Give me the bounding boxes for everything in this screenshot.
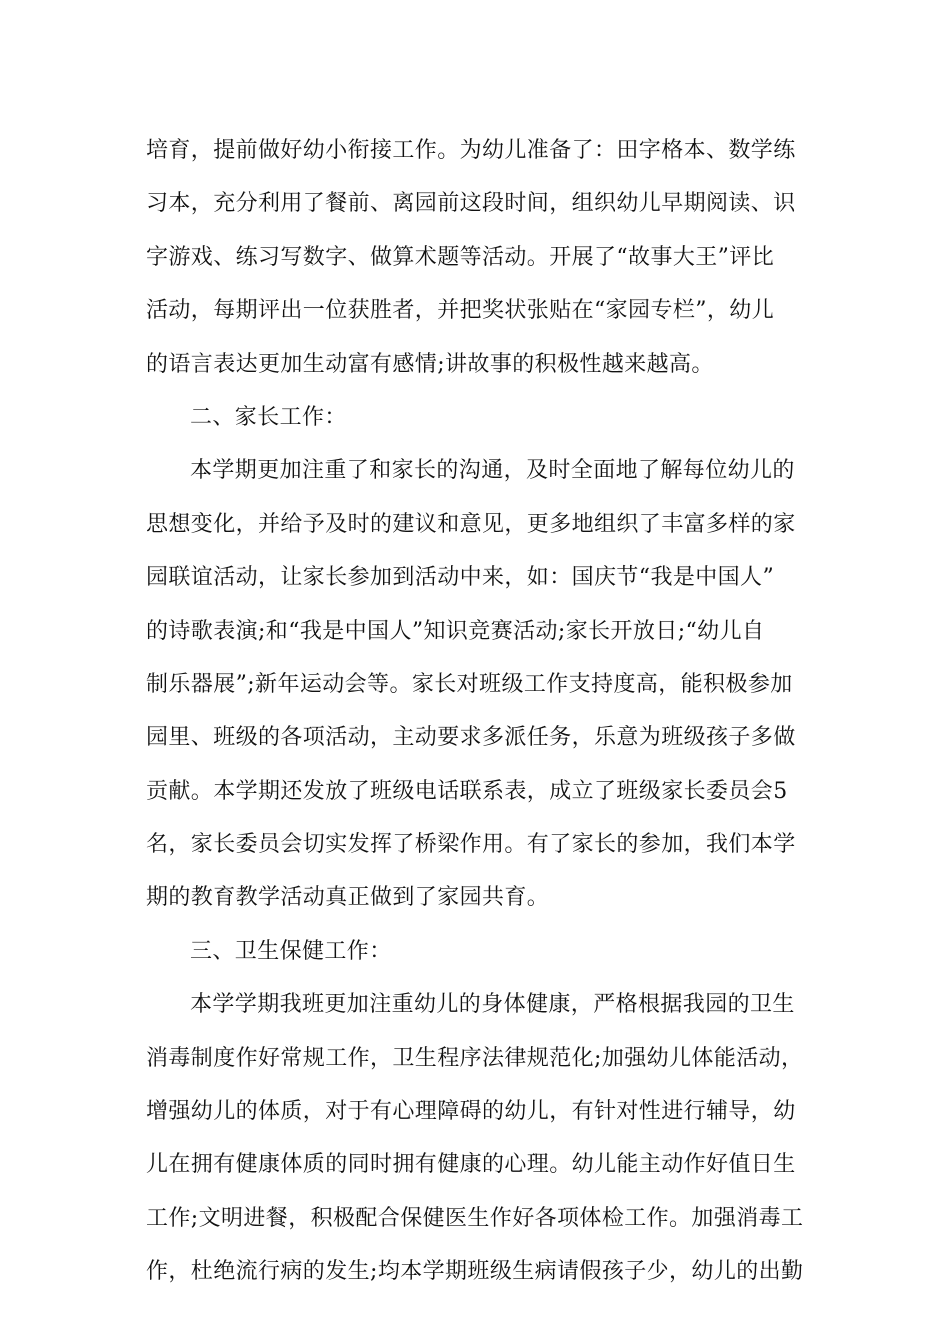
text-line: 园里、班级的各项活动，主动要求多派任务，乐意为班级孩子多做	[146, 725, 796, 751]
text-line: 的语言表达更加生动富有感情;讲故事的积极性越来越高。	[146, 351, 714, 377]
text-line: 增强幼儿的体质，对于有心理障碍的幼儿，有针对性进行辅导，幼	[146, 1099, 796, 1125]
text-line: 制乐器展”;新年运动会等。家长对班级工作支持度高，能积极参加	[146, 671, 793, 697]
text-line: 字游戏、练习写数字、做算术题等活动。开展了“故事大王”评比	[146, 244, 775, 270]
text-line: 贡献。本学期还发放了班级电话联系表，成立了班级家长委员会5	[146, 778, 788, 804]
text-line: 园联谊活动，让家长参加到活动中来，如：国庆节“我是中国人”	[146, 565, 775, 591]
text-line: 工作;文明进餐，积极配合保健医生作好各项体检工作。加强消毒工	[146, 1205, 804, 1231]
continuation-paragraph	[146, 131, 806, 398]
text-line: 的诗歌表演;和“我是中国人”知识竞赛活动;家长开放日;“幼儿自	[146, 618, 765, 644]
text-line: 期的教育教学活动真正做到了家园共育。	[146, 885, 550, 911]
text-line: 培育，提前做好幼小衔接工作。为幼儿准备了：田字格本、数学练	[146, 138, 796, 163]
section-health-paragraph	[146, 985, 806, 1305]
section-heading-parents: 二、家长工作：	[190, 404, 347, 430]
text-line: 名，家长委员会切实发挥了桥梁作用。有了家长的参加，我们本学	[146, 832, 796, 858]
text-line: 本学学期我班更加注重幼儿的身体健康，严格根据我园的卫生	[190, 992, 795, 1018]
section-heading-health: 三、卫生保健工作：	[190, 938, 392, 964]
text-line: 本学期更加注重了和家长的沟通，及时全面地了解每位幼儿的	[190, 458, 795, 484]
document-body	[146, 131, 806, 1306]
text-line: 儿在拥有健康体质的同时拥有健康的心理。幼儿能主动作好值日生	[146, 1152, 796, 1178]
text-line: 活动，每期评出一位获胜者，并把奖状张贴在“家园专栏”，幼儿	[146, 298, 775, 324]
text-line: 消毒制度作好常规工作，卫生程序法律规范化;加强幼儿体能活动，	[146, 1045, 804, 1071]
section-parents-paragraph	[146, 451, 806, 932]
text-line: 作，杜绝流行病的发生;均本学期班级生病请假孩子少，幼儿的出勤	[146, 1259, 804, 1285]
text-line: 思想变化，并给予及时的建议和意见，更多地组织了丰富多样的家	[146, 511, 796, 537]
text-line: 习本，充分利用了餐前、离园前这段时间，组织幼儿早期阅读、识	[146, 191, 796, 217]
